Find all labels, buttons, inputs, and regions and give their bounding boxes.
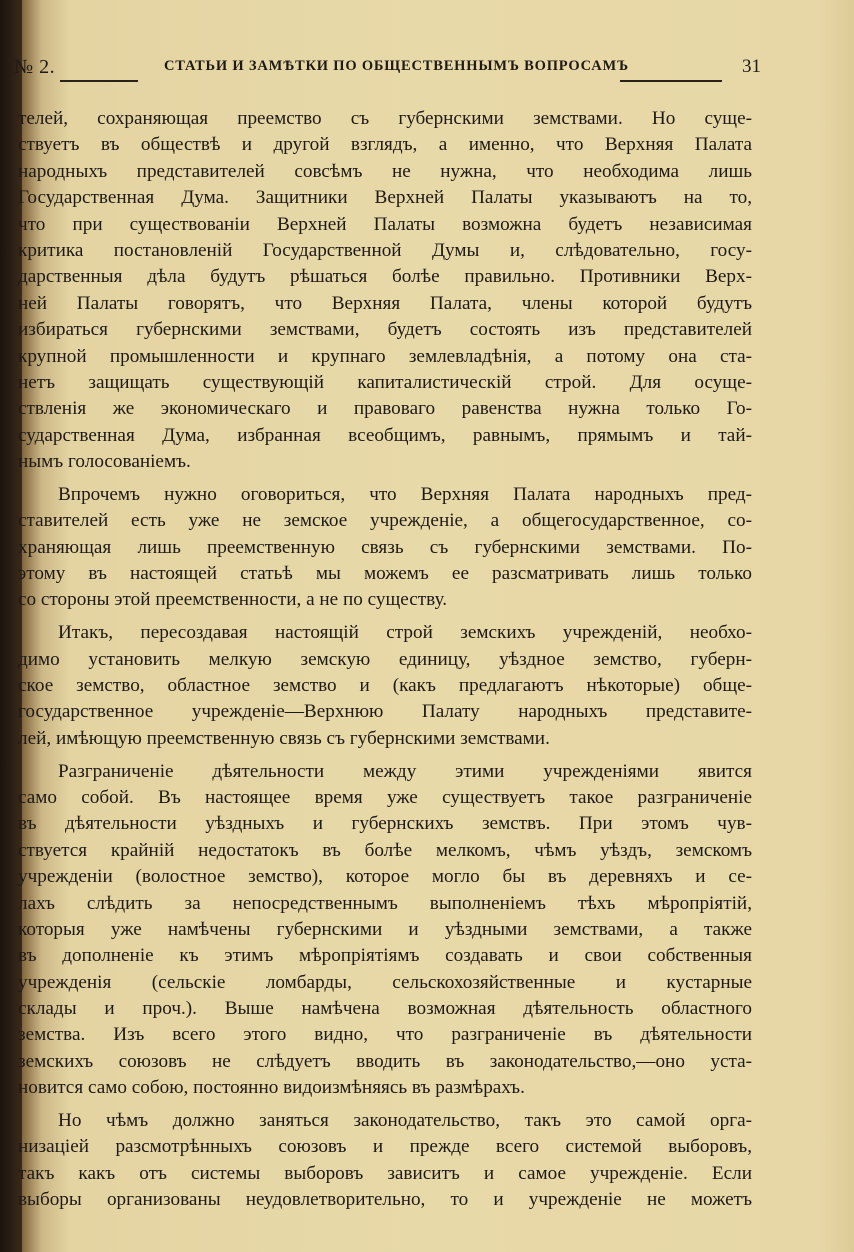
text-line: телей, сохраняющая преемство съ губернскими земствами. Но суще- [18,108,752,129]
text-line: храняющая лишь преемственную связь съ губернскими земствами. По- [18,536,752,558]
text-line: земства. Изъ всего этого видно, что разграниченіе въ дѣятельности [18,1024,752,1046]
text-line: избираться губернскими земствами, будетъ состоять изъ представителей [18,319,752,341]
page-number: 31 [742,56,761,77]
running-header [14,56,774,82]
text-line: склады и проч.). Выше намѣчена возможная дѣятельность областного [18,998,752,1020]
text-line: ставителей есть уже не земское учрежденіе, а общегосударственное, со- [18,510,752,532]
text-line: нетъ защищать существующій капиталистическій строй. Для осуще- [18,371,752,393]
header-rule-right [620,80,722,82]
paragraph-2 [18,482,752,614]
paragraph-5 [18,1108,752,1214]
paragraph-1 [18,106,752,475]
text-line: Впрочемъ нужно оговориться, что Верхняя Палата народныхъ пред- [58,483,752,505]
text-line: выборы организованы неудовлетворительно, то и учрежденіе не можетъ [18,1189,752,1211]
text-line: со стороны этой преемственности, а не по существу. [18,589,448,611]
text-line: ней Палаты говорятъ, что Верхняя Палата, члены которой будутъ [18,292,752,314]
text-line: ствуетъ въ обществѣ и другой взглядъ, а именно, что Верхняя Палата [18,134,752,156]
paragraph-3 [18,620,752,752]
section-title: СТАТЬИ И ЗАМѢТКИ ПО ОБЩЕСТВЕННЫМЪ ВОПРОСАМЪ [164,58,629,74]
text-line: которыя уже намѣчены губернскими и уѣздными земствами, а также [18,918,752,940]
text-line: Разграниченіе дѣятельности между этими учрежденіями явится [58,760,752,782]
text-line: ствленія же экономическаго и правоваго равенства нужна только Го- [18,398,752,420]
text-line: ствуется крайній недостатокъ въ болѣе мелкомъ, чѣмъ уѣздъ, земскомъ [18,839,752,861]
text-line: дарственныя дѣла будутъ рѣшаться болѣе правильно. Противники Верх- [18,266,752,288]
issue-number: № 2. [14,56,56,78]
text-line: въ дополненіе къ этимъ мѣропріятіямъ создавать и свои собственныя [18,945,752,967]
article-body [18,106,752,1214]
text-line: димо установить мелкую земскую единицу, уѣздное земство, губерн- [18,648,752,670]
text-line: учрежденіи (волостное земство), которое могло бы въ деревняхъ и се- [18,866,752,888]
text-line: государственное учрежденіе—Верхнюю Палату народныхъ представите- [18,701,752,723]
header-rule-left [60,80,138,82]
text-line: такъ какъ отъ системы выборовъ зависитъ и самое учрежденіе. Если [18,1162,752,1184]
text-line: низацiей разсмотрѣнныхъ союзовъ и прежде всего системой выборовъ, [18,1136,752,1158]
text-line: сударственная Дума, избранная всеобщимъ, равнымъ, прямымъ и тай- [18,424,752,446]
text-line: лахъ слѣдить за непосредственнымъ выполненіемъ тѣхъ мѣропріятій, [18,892,752,914]
text-line: крупной промышленности и крупнаго землевладѣнія, а потому она ста- [18,345,752,367]
text-line: учрежденія (сельскіе ломбарды, сельскохозяйственные и кустарные [18,971,752,993]
text-line: Государственная Дума. Защитники Верхней Палаты указываютъ на то, [18,187,752,209]
text-line: въ дѣятельности уѣздныхъ и губернскихъ земствъ. При этомъ чув- [18,813,752,835]
text-line: этому въ настоящей статьѣ мы можемъ ее разсматривать лишь только [18,563,752,585]
text-line: лей, имѣющую преемственную связь съ губернскими земствами. [18,727,550,749]
text-line: земскихъ союзовъ не слѣдуетъ вводить въ законодательство,—оно уста- [18,1050,752,1072]
text-line: критика постановленій Государственной Думы и, слѣдовательно, госу- [18,239,752,261]
text-line: народныхъ представителей совсѣмъ не нужна, что необходима лишь [18,160,752,182]
text-line: нымъ голосованіемъ. [18,451,191,473]
text-line: что при существованіи Верхней Палаты возможна будетъ независимая [18,213,752,235]
text-line: ское земство, областное земство и (какъ предлагаютъ нѣкоторые) обще- [18,674,752,696]
text-line: Но чѣмъ должно заняться законодательство, такъ это самой орга- [58,1110,752,1132]
text-line: Итакъ, пересоздавая настоящій строй земскихъ учрежденій, необхо- [58,622,752,644]
paragraph-4 [18,759,752,1102]
text-line: новится само собою, постоянно видоизмѣняясь въ размѣрахъ. [18,1077,525,1099]
text-line: само собой. Въ настоящее время уже существуетъ такое разграниченіе [18,786,752,808]
